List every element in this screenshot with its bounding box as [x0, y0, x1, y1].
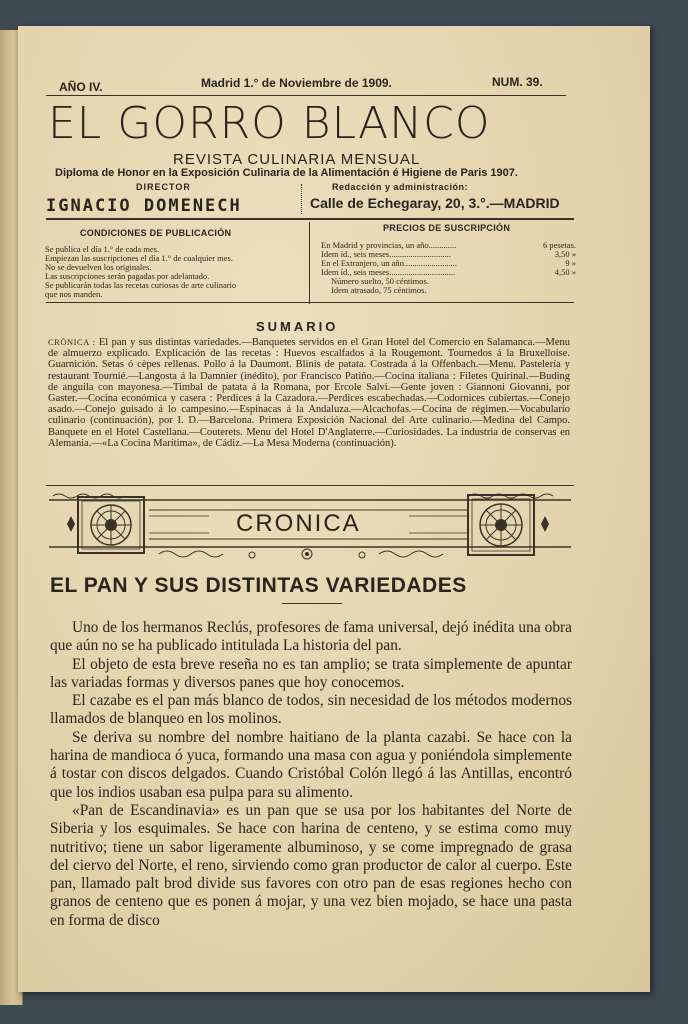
- section-title: CRONICA: [236, 510, 361, 537]
- issue-year: AÑO IV.: [59, 80, 103, 94]
- condition-line: que nos manden.: [45, 289, 103, 299]
- article-title: EL PAN Y SUS DISTINTAS VARIEDADES: [50, 574, 467, 597]
- cronica-banner: [49, 492, 571, 562]
- sumario-body: El pan y sus distintas variedades.—Banquetes servidos en el Gran Hotel del Comercio en Salamanca.—Menu de almuerzo explicado. Explicación de las recetas : Huevos escalfados á la Rougemont. Tournedos á la Bruxelloise. Guarnición. Setas ó cèpes rellenas. Pollo á la Daumont. Blinis de patata. Costrada á la Offenbach.—Menu. Pastelería y restaurant Tournié.—Langosta á la Damnier (inédito), por Francisco Patiño.—Cocina italiana : Filetes Quirinal.—Buding de anguila con mayonesa.—Timbal de patata á la Romana, por Ercole Salvi.—Gente joven : Giannoni Giovanni, por Gaster.—Cocina económica y casera : Perdices á la Cazadora.—Perdices escabechadas.—Codornices cubiertas.—Conejo asado.—Conejo guisado á lo campesino.—Espinacas á la Andaluza.—Alcachofas.—Cocina de régimen.—Vocabulario culinario (continuación), por I. D.—Barcelona. Primera Exposición Nacional del Arte culinario.—Medina del Campo. Banquete en el Hotel Castellana.—Couterets. Menu del Hotel D'Anglaterre.—Curiosidades. La industria de conservas en Alemania.—«La Cocina Marítima», de Cádiz.—La Mesa Moderna (continuación).: [48, 337, 570, 449]
- conditions-list: [45, 245, 310, 299]
- condition-line: No se devuelven los originales.: [45, 262, 152, 272]
- price-value: 3,50 »: [554, 249, 576, 259]
- sumario-bottom-rule: [46, 485, 574, 486]
- condition-line: Las suscripciones serán pagadas por adelantado.: [45, 271, 210, 281]
- masthead-top-rule: [46, 95, 566, 96]
- masthead-divider: [301, 184, 302, 214]
- director-name: IGNACIO DOMENECH: [46, 196, 242, 216]
- price-label: En Madrid y provincias, un año.............: [321, 240, 457, 250]
- price-extra: Idem atrasado, 75 céntimos.: [331, 285, 427, 295]
- condition-line: Se publica el día 1.° de cada mes.: [45, 244, 160, 254]
- conditions-heading: CONDICIONES DE PUBLICACIÓN: [80, 228, 232, 238]
- info-bottom-rule: [46, 302, 574, 303]
- director-label: DIRECTOR: [136, 182, 191, 192]
- issue-number: NUM. 39.: [492, 75, 543, 89]
- price-label: Idem íd., seis meses...............................: [321, 267, 456, 277]
- publication-title: EL GORRO BLANCO: [48, 98, 491, 149]
- article-paragraph: Se deriva su nombre del nombre haitiano de la planta cazabi. Se hace con la harina de mandioca ó yuca, formando una masa con agua y poniéndola simplemente á tostar con discos delgados. Cuando Cristóbal Colón llegó á las Antillas, encontró que los indios usaban esa pulpa para su alimento.: [50, 728, 572, 801]
- price-label: Idem íd., seis meses.............................: [321, 249, 451, 259]
- newspaper-page: [18, 26, 650, 992]
- condition-line: Se publicarán todas las recetas curiosas de arte culinario: [45, 280, 237, 290]
- title-underline: [282, 603, 342, 604]
- price-value: 6 pesetas.: [542, 240, 576, 250]
- article-paragraph: «Pan de Escandinavia» es un pan que se usa por los habitantes del Norte de Siberia y los esquimales. Se hace con harina de centeno, y se estima como muy nutritivo; tiene un sabor ligeramente albuminoso, y se come impregnado de grasa del ciervo del Norte, el reno, sirviendo como gran productor de calor al cuerpo. Este pan, llamado palt brod divide sus favores con otro pan de esas regiones hecho con granos de centeno que es ponen á mojar, y una vez bien mojado, se hace una pasta en forma de disco: [50, 801, 572, 929]
- columns-divider: [309, 222, 310, 304]
- article-body: [50, 619, 572, 929]
- issue-date: Madrid 1.° de Noviembre de 1909.: [201, 76, 392, 90]
- prices-table: [321, 241, 576, 295]
- sumario-heading: SUMARIO: [256, 319, 339, 334]
- sumario-text: [48, 337, 570, 449]
- price-label: En el Extranjero, un año.........................: [321, 258, 457, 268]
- condition-line: Empiezan las suscripciones el día 1.° de cualquier mes.: [45, 253, 233, 263]
- editorial-address: Calle de Echegaray, 20, 3.°.—MADRID: [310, 195, 560, 211]
- article-paragraph: El cazabe es el pan más blanco de todos, sin necesidad de los métodos modernos llamados de blanqueo en los molinos.: [50, 692, 572, 728]
- redaccion-label: Redacción y administración:: [332, 182, 469, 192]
- sumario-lead: CRÓNICA :: [48, 337, 96, 347]
- publication-subtitle: REVISTA CULINARIA MENSUAL: [173, 151, 421, 168]
- masthead-bottom-rule: [46, 218, 574, 220]
- price-extra: Número suelto, 50 céntimos.: [331, 276, 429, 286]
- article-paragraph: El objeto de esta breve reseña no es tan amplio; se trata simplemente de apuntar las variadas formas y diversos panes que hoy conocemos.: [50, 655, 572, 691]
- prices-heading: PRECIOS DE SUSCRIPCIÓN: [383, 223, 511, 233]
- price-value: 9 »: [565, 258, 576, 268]
- price-value: 4,50 »: [554, 267, 576, 277]
- article-paragraph: Uno de los hermanos Reclús, profesores de fama universal, dejó inédita una obra que aún no se ha publicado intitulada La historia del pan.: [50, 619, 572, 655]
- diploma-line: Diploma de Honor en la Exposición Culinaria de la Alimentación é Higiene de Paris 1907.: [55, 167, 518, 179]
